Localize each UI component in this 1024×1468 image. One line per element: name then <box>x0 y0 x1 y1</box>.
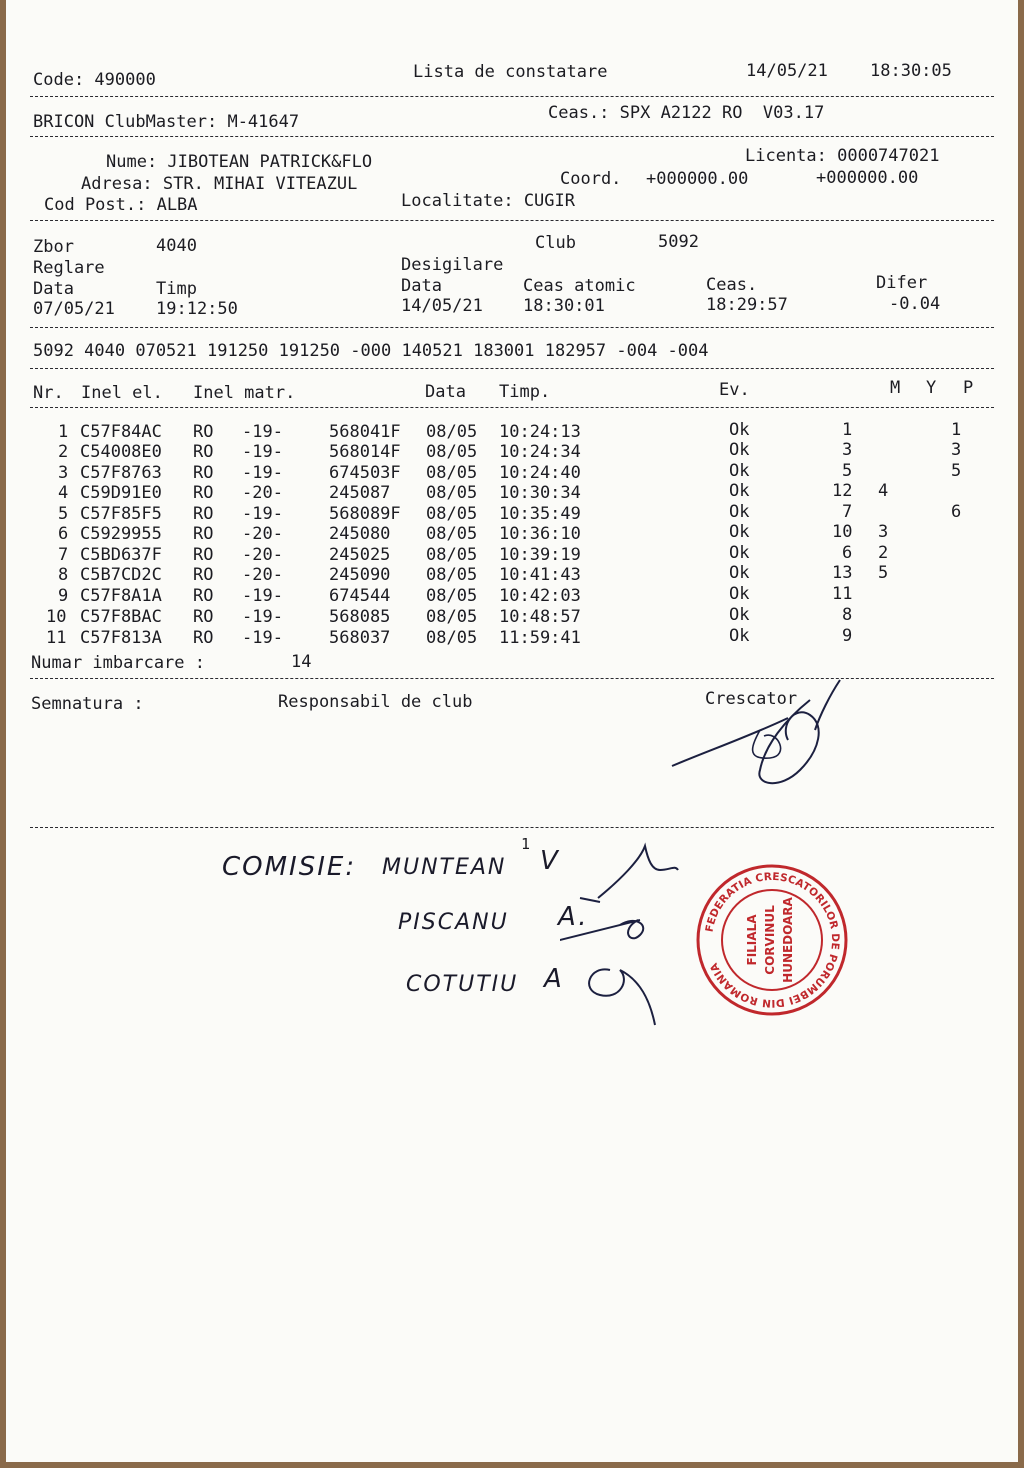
row-year: -19- <box>242 422 283 442</box>
club-value: 5092 <box>658 232 699 252</box>
code-line: 5092 4040 070521 191250 191250 -000 140521 183001 182957 -004 -004 <box>33 341 709 361</box>
row-ev: Ok <box>729 522 750 542</box>
reglare-date: 07/05/21 <box>33 299 115 319</box>
col-y: Y <box>926 378 937 398</box>
row-year: -19- <box>242 628 283 648</box>
desig-data-label: Data <box>401 276 442 296</box>
difer-value: -0.04 <box>889 294 941 314</box>
reglare-time: 19:12:50 <box>156 299 238 319</box>
row-time: 10:36:10 <box>499 524 581 544</box>
row-y: 3 <box>878 522 889 542</box>
ceas-col-label: Ceas. <box>706 275 758 295</box>
row-ev: Ok <box>729 440 750 460</box>
header-time: 18:30:05 <box>870 61 952 81</box>
row-country: RO <box>193 504 214 524</box>
row-ev: Ok <box>729 461 750 481</box>
responsabil-label: Responsabil de club <box>278 692 473 712</box>
club-stamp <box>694 862 850 1018</box>
row-nr: 4 <box>58 483 69 503</box>
row-inel-matr: 245087 <box>329 483 391 503</box>
ceas-label: Ceas.: SPX A2122 RO V03.17 <box>548 103 825 123</box>
row-inel-matr: 245090 <box>329 565 391 585</box>
row-inel-matr: 568037 <box>329 628 391 648</box>
row-y: 2 <box>878 543 889 563</box>
row-nr: 3 <box>58 463 69 483</box>
divider <box>30 827 994 828</box>
row-ev: Ok <box>729 543 750 563</box>
header-date: 14/05/21 <box>746 61 828 81</box>
row-inel-matr: 568014F <box>329 442 401 462</box>
row-inel-matr: 568089F <box>329 504 401 524</box>
row-year: -19- <box>242 504 283 524</box>
row-inel-el: C5BD637F <box>80 545 162 565</box>
row-m: 5 <box>842 461 853 481</box>
row-country: RO <box>193 607 214 627</box>
member-2-initial: A. <box>558 902 589 932</box>
row-m: 12 <box>832 481 853 501</box>
col-data: Data <box>425 382 466 402</box>
row-nr: 1 <box>58 422 69 442</box>
row-inel-matr: 568041F <box>329 422 401 442</box>
row-ev: Ok <box>729 563 750 583</box>
row-year: -20- <box>242 483 283 503</box>
clubmaster-label: BRICON ClubMaster: M-41647 <box>33 112 300 132</box>
row-date: 08/05 <box>426 442 478 462</box>
row-ev: Ok <box>729 605 750 625</box>
row-nr: 11 <box>46 628 67 648</box>
row-date: 08/05 <box>426 483 478 503</box>
row-ev: Ok <box>729 584 750 604</box>
row-year: -20- <box>242 545 283 565</box>
row-date: 08/05 <box>426 586 478 606</box>
row-nr: 10 <box>46 607 67 627</box>
divider <box>30 136 994 137</box>
row-date: 08/05 <box>426 463 478 483</box>
row-date: 08/05 <box>426 545 478 565</box>
col-inel-el: Inel el. <box>81 383 163 403</box>
row-inel-el: C57F813A <box>80 628 162 648</box>
zbor-value: 4040 <box>156 236 197 256</box>
divider <box>30 368 994 369</box>
club-label: Club <box>535 233 576 253</box>
row-country: RO <box>193 628 214 648</box>
row-country: RO <box>193 524 214 544</box>
coord-label: Coord. <box>560 169 622 189</box>
row-country: RO <box>193 483 214 503</box>
difer-label: Difer <box>876 273 928 293</box>
crescator-label: Crescator <box>705 689 798 709</box>
desig-date: 14/05/21 <box>401 296 483 316</box>
row-m: 11 <box>832 584 853 604</box>
row-year: -20- <box>242 524 283 544</box>
row-inel-matr: 674503F <box>329 463 401 483</box>
row-time: 10:24:40 <box>499 463 581 483</box>
numar-label: Numar imbarcare : <box>31 653 205 673</box>
row-time: 10:48:57 <box>499 607 581 627</box>
row-p: 3 <box>951 440 962 460</box>
row-inel-el: C57F85F5 <box>80 504 162 524</box>
col-timp: Timp. <box>499 382 551 402</box>
row-date: 08/05 <box>426 422 478 442</box>
desigilare-label: Desigilare <box>401 255 504 275</box>
row-nr: 6 <box>58 524 69 544</box>
reglare-label: Reglare <box>33 258 105 278</box>
row-year: -19- <box>242 463 283 483</box>
row-inel-el: C57F8763 <box>80 463 162 483</box>
col-m: M <box>890 378 901 398</box>
row-m: 10 <box>832 522 853 542</box>
member-3-initial: A <box>544 964 564 994</box>
semnatura-label: Semnatura : <box>31 694 144 714</box>
comisie-label: COMISIE: <box>222 852 357 882</box>
row-country: RO <box>193 463 214 483</box>
owner-postcode: Cod Post.: ALBA <box>44 195 198 215</box>
row-date: 08/05 <box>426 628 478 648</box>
row-inel-el: C54008E0 <box>80 442 162 462</box>
reglare-timp-label: Timp <box>156 279 197 299</box>
row-time: 10:42:03 <box>499 586 581 606</box>
row-year: -19- <box>242 607 283 627</box>
divider <box>30 220 994 221</box>
row-country: RO <box>193 442 214 462</box>
divider <box>30 407 994 408</box>
row-nr: 9 <box>58 586 69 606</box>
row-y: 4 <box>878 481 889 501</box>
row-inel-el: C5929955 <box>80 524 162 544</box>
stamp-ring-text: FEDERATIA CRESCATORILOR DE PORUMBEI DIN ROMANIA <box>703 870 842 1010</box>
member-2-name: PISCANU <box>398 910 509 935</box>
row-y: 5 <box>878 563 889 583</box>
row-p: 5 <box>951 461 962 481</box>
row-inel-matr: 568085 <box>329 607 391 627</box>
coord-y: +000000.00 <box>816 168 919 188</box>
row-time: 10:24:34 <box>499 442 581 462</box>
divider <box>30 327 994 328</box>
document-title: Lista de constatare <box>413 62 608 82</box>
row-m: 6 <box>842 543 853 563</box>
row-date: 08/05 <box>426 607 478 627</box>
row-year: -20- <box>242 565 283 585</box>
member-3-name: COTUTIU <box>406 972 519 997</box>
row-time: 11:59:41 <box>499 628 581 648</box>
licence-number: Licenta: 0000747021 <box>745 146 940 166</box>
row-p: 1 <box>951 420 962 440</box>
row-inel-el: C59D91E0 <box>80 483 162 503</box>
row-m: 8 <box>842 605 853 625</box>
row-time: 10:24:13 <box>499 422 581 442</box>
row-nr: 7 <box>58 545 69 565</box>
row-m: 3 <box>842 440 853 460</box>
row-country: RO <box>193 565 214 585</box>
row-time: 10:30:34 <box>499 483 581 503</box>
row-ev: Ok <box>729 626 750 646</box>
row-m: 7 <box>842 502 853 522</box>
reglare-data-label: Data <box>33 279 74 299</box>
row-inel-matr: 245025 <box>329 545 391 565</box>
row-nr: 5 <box>58 504 69 524</box>
row-m: 9 <box>842 626 853 646</box>
row-ev: Ok <box>729 481 750 501</box>
row-year: -19- <box>242 442 283 462</box>
row-inel-el: C57F8BAC <box>80 607 162 627</box>
member-1-initial: V <box>540 846 560 876</box>
row-country: RO <box>193 586 214 606</box>
row-country: RO <box>193 422 214 442</box>
commission-signatures <box>560 840 700 1040</box>
row-date: 08/05 <box>426 565 478 585</box>
divider <box>30 96 994 97</box>
breeder-signature <box>660 670 860 800</box>
member-1-name: MUNTEAN <box>382 855 507 880</box>
row-inel-matr: 245080 <box>329 524 391 544</box>
ceas-value: 18:29:57 <box>706 295 788 315</box>
locality: Localitate: CUGIR <box>401 191 575 211</box>
ceas-atomic-label: Ceas atomic <box>523 276 636 296</box>
ceas-atomic-value: 18:30:01 <box>523 296 605 316</box>
row-ev: Ok <box>729 502 750 522</box>
stamp-line-3: HUNEDOARA <box>781 897 795 983</box>
row-year: -19- <box>242 586 283 606</box>
row-nr: 2 <box>58 442 69 462</box>
stamp-line-1: FILIALA <box>745 914 759 966</box>
row-inel-el: C57F84AC <box>80 422 162 442</box>
row-time: 10:39:19 <box>499 545 581 565</box>
row-m: 13 <box>832 563 853 583</box>
row-inel-el: C57F8A1A <box>80 586 162 606</box>
numar-value: 14 <box>291 652 312 672</box>
col-p: P <box>963 378 974 398</box>
row-inel-matr: 674544 <box>329 586 391 606</box>
row-m: 1 <box>842 420 853 440</box>
row-time: 10:35:49 <box>499 504 581 524</box>
col-inel-matr: Inel matr. <box>193 383 296 403</box>
owner-name: Nume: JIBOTEAN PATRICK&FLO <box>106 152 373 172</box>
row-nr: 8 <box>58 565 69 585</box>
row-time: 10:41:43 <box>499 565 581 585</box>
owner-address: Adresa: STR. MIHAI VITEAZUL <box>81 174 358 194</box>
row-p: 6 <box>951 502 962 522</box>
row-country: RO <box>193 545 214 565</box>
member-1-sup: 1 <box>521 835 531 853</box>
code-label: Code: 490000 <box>33 70 156 90</box>
stamp-line-2: CORVINUL <box>763 905 777 975</box>
row-ev: Ok <box>729 420 750 440</box>
row-date: 08/05 <box>426 504 478 524</box>
col-nr: Nr. <box>33 383 64 403</box>
row-inel-el: C5B7CD2C <box>80 565 162 585</box>
zbor-label: Zbor <box>33 237 74 257</box>
row-date: 08/05 <box>426 524 478 544</box>
coord-x: +000000.00 <box>646 169 749 189</box>
col-ev: Ev. <box>719 380 750 400</box>
